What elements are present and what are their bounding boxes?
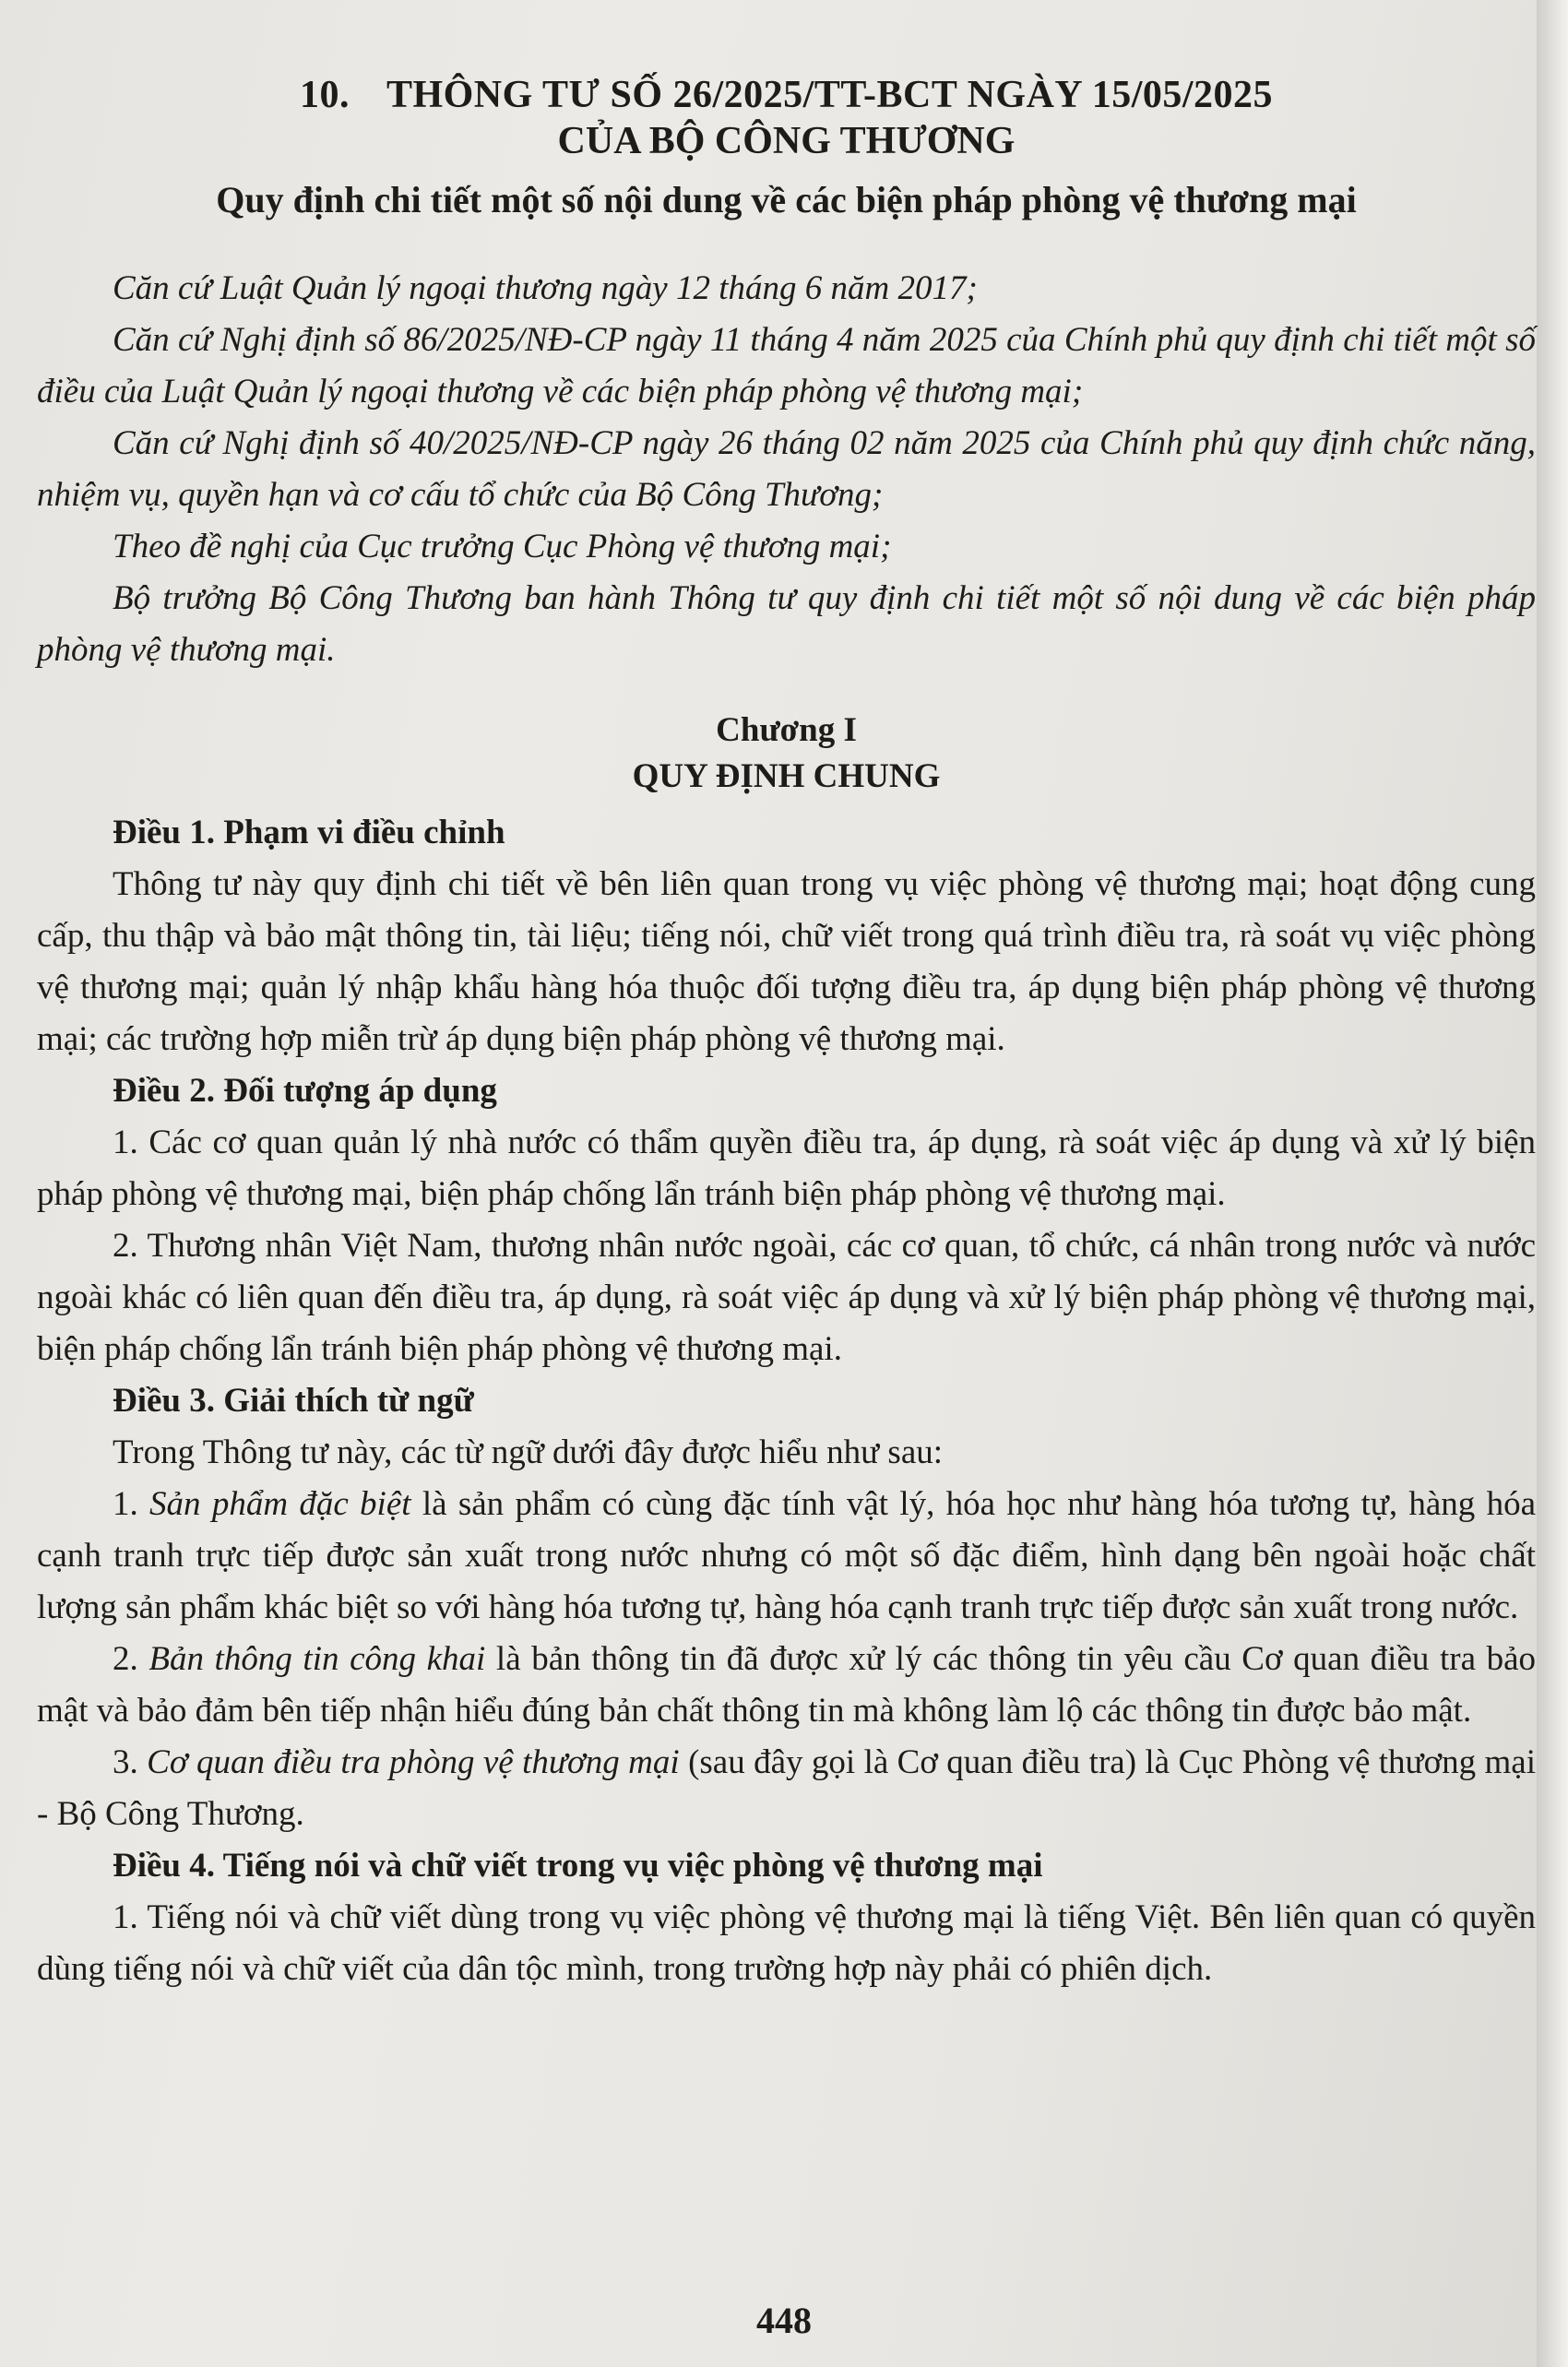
document-subtitle: Quy định chi tiết một số nội dung về các biện pháp phòng vệ thương mại <box>216 178 1357 220</box>
article-3-term-2 <box>37 1634 1536 1737</box>
article-3-term-3 <box>37 1737 1536 1840</box>
term-definition: (sau đây gọi là Cơ quan điều tra) là Cục Phòng vệ thương mại - Bộ Công Thương. <box>37 1743 1537 1833</box>
article-2-paragraph-1: 1. Các cơ quan quản lý nhà nước có thẩm quyền điều tra, áp dụng, rà soát việc áp dụng và xử lý biện pháp phòng vệ thương mại, biện pháp chống lẩn tránh biện pháp phòng vệ thương mại. <box>37 1123 1536 1213</box>
article-3-term-1 <box>37 1479 1536 1634</box>
term-number: 1. <box>113 1484 138 1523</box>
document-body <box>37 807 1536 1995</box>
chapter-label: Chương I <box>716 710 857 749</box>
article-1-heading: Điều 1. Phạm vi điều chỉnh <box>113 813 505 851</box>
article-1-paragraph: Thông tư này quy định chi tiết về bên liên quan trong vụ việc phòng vệ thương mại; hoạt động cung cấp, thu thập và bảo mật thông tin, tài liệu; tiếng nói, chữ viết trong quá trình điều tra, rà soát vụ việc phòng vệ thương mại; quản lý nhập khẩu hàng hóa thuộc đối tượng điều tra, áp dụng biện pháp phòng vệ thương mại; các trường hợp miễn trừ áp dụng biện pháp phòng vệ thương mại. <box>37 864 1536 1058</box>
document-title-line1 <box>37 72 1536 118</box>
page-number: 448 <box>756 2300 812 2341</box>
chapter-title: QUY ĐỊNH CHUNG <box>632 756 941 795</box>
term-number: 2. <box>113 1639 138 1678</box>
preamble-paragraph: Theo đề nghị của Cục trưởng Cục Phòng vệ thương mại; <box>113 527 892 565</box>
article-4-heading: Điều 4. Tiếng nói và chữ viết trong vụ việc phòng vệ thương mại <box>113 1846 1043 1885</box>
term-name: Cơ quan điều tra phòng vệ thương mại <box>147 1743 680 1781</box>
article-2-heading: Điều 2. Đối tượng áp dụng <box>113 1071 497 1110</box>
term-definition: là sản phẩm có cùng đặc tính vật lý, hóa học như hàng hóa tương tự, hàng hóa cạnh tranh trực tiếp được sản xuất trong nước nhưng có một số đặc điểm, hình dạng bên ngoài hoặc chất lượng sản phẩm khác biệt so với hàng hóa tương tự, hàng hóa cạnh tranh trực tiếp được sản xuất trong nước. <box>37 1484 1537 1626</box>
preamble-paragraph: Căn cứ Nghị định số 40/2025/NĐ-CP ngày 26 tháng 02 năm 2025 của Chính phủ quy định chức năng, nhiệm vụ, quyền hạn và cơ cấu tổ chức của Bộ Công Thương; <box>37 423 1536 514</box>
title-text: THÔNG TƯ SỐ 26/2025/TT-BCT NGÀY 15/05/2025 <box>386 74 1274 116</box>
article-2-paragraph-2: 2. Thương nhân Việt Nam, thương nhân nước ngoài, các cơ quan, tổ chức, cá nhân trong nước và nước ngoài khác có liên quan đến điều tra, áp dụng, rà soát việc áp dụng và xử lý biện pháp phòng vệ thương mại, biện pháp chống lẩn tránh biện pháp phòng vệ thương mại. <box>37 1226 1536 1368</box>
article-4-paragraph-1: 1. Tiếng nói và chữ viết dùng trong vụ việc phòng vệ thương mại là tiếng Việt. Bên liên quan có quyền dùng tiếng nói và chữ viết của dân tộc mình, trong trường hợp này phải có phiên dịch. <box>37 1897 1536 1988</box>
preamble <box>37 263 1536 676</box>
preamble-paragraph: Bộ trưởng Bộ Công Thương ban hành Thông tư quy định chi tiết một số nội dung về các biện pháp phòng vệ thương mại. <box>37 578 1536 669</box>
section-number: 10. <box>299 74 350 116</box>
page-edge <box>1537 0 1568 2367</box>
term-number: 3. <box>113 1743 138 1781</box>
document-title-line2: CỦA BỘ CÔNG THƯƠNG <box>557 120 1016 163</box>
preamble-paragraph: Căn cứ Luật Quản lý ngoại thương ngày 12 tháng 6 năm 2017; <box>113 268 978 307</box>
article-3-intro: Trong Thông tư này, các từ ngữ dưới đây được hiểu như sau: <box>113 1433 944 1471</box>
page-content <box>37 72 1536 1995</box>
term-name: Sản phẩm đặc biệt <box>149 1484 411 1523</box>
preamble-paragraph: Căn cứ Nghị định số 86/2025/NĐ-CP ngày 11 tháng 4 năm 2025 của Chính phủ quy định chi tiết một số điều của Luật Quản lý ngoại thương về các biện pháp phòng vệ thương mại; <box>37 320 1536 410</box>
article-3-heading: Điều 3. Giải thích từ ngữ <box>113 1381 474 1420</box>
term-name: Bản thông tin công khai <box>148 1639 486 1678</box>
term-definition: là bản thông tin đã được xử lý các thông tin yêu cầu Cơ quan điều tra bảo mật và bảo đảm bên tiếp nhận hiểu đúng bản chất thông tin mà không làm lộ các thông tin được bảo mật. <box>37 1639 1537 1730</box>
